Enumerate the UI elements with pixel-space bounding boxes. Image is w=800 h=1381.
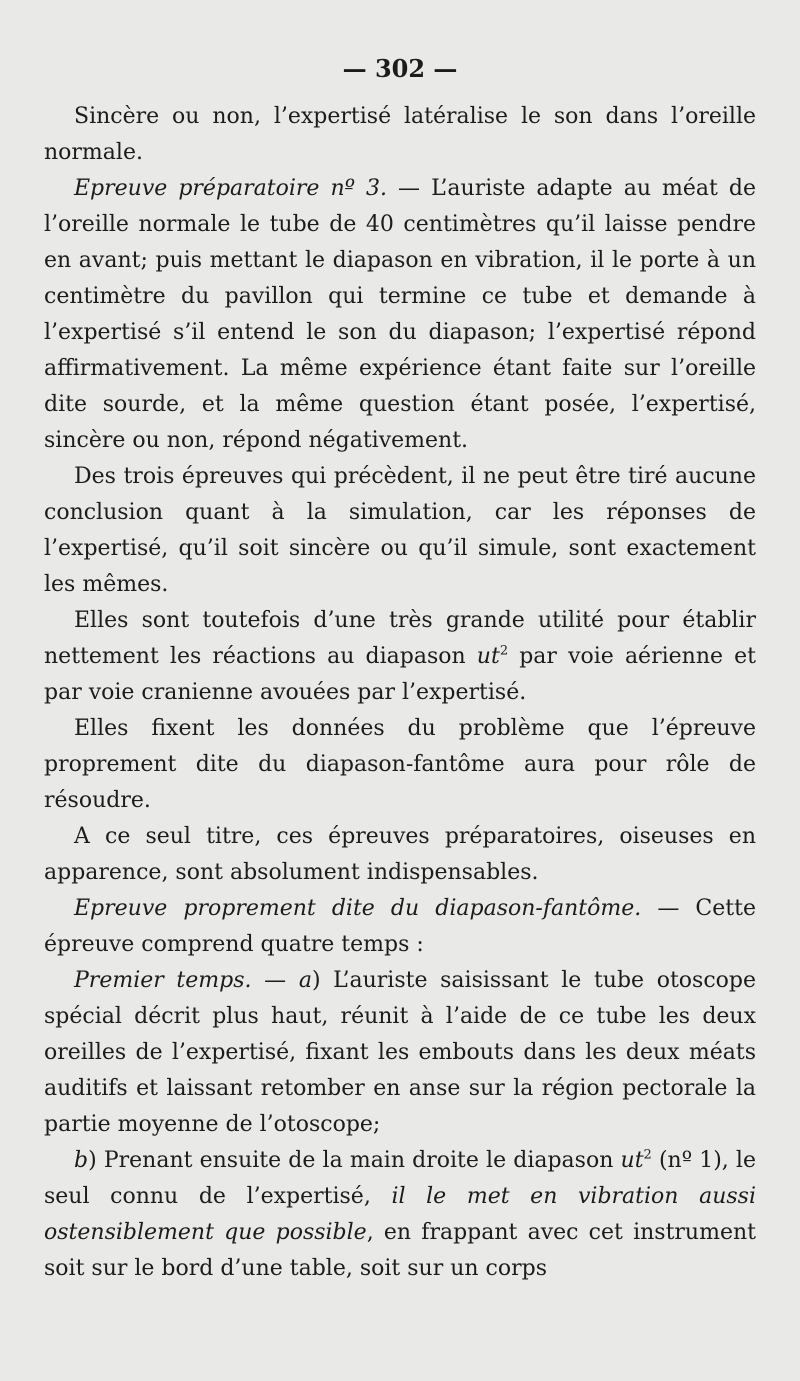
paragraph-8-title: Premier temps.: [74, 968, 252, 993]
paragraph-9-text1: ) Prenant ensuite de la main droite le diapason: [88, 1148, 621, 1173]
paragraph-9-letter: b: [74, 1148, 89, 1173]
paragraph-8-dash: —: [251, 968, 299, 993]
paragraph-8-letter: a: [298, 968, 312, 993]
body-text: [44, 99, 756, 1287]
paragraph-9-ut: ut: [620, 1148, 644, 1173]
paragraph-9-sup: 2: [643, 1147, 652, 1163]
paragraph-1: Sincère ou non, l’expertisé latéralise le son dans l’oreille normale.: [44, 104, 756, 165]
paragraph-4-ut: ut: [476, 644, 500, 669]
paragraph-5: Elles fixent les données du problème que l’épreuve proprement dite du diapason-fantôme aura pour rôle de résoudre.: [44, 716, 756, 813]
paragraph-9-text3: , en frappant avec cet instrument soit sur le bord d’une table, soit sur un corps: [44, 1220, 756, 1281]
paragraph-2: [44, 171, 756, 459]
paragraph-9-text2: (nº 1), le seul connu de l’expertisé,: [44, 1148, 756, 1209]
paragraph-9: [44, 1143, 756, 1287]
paragraph-3: Des trois épreuves qui précèdent, il ne peut être tiré aucune conclusion quant à la simulation, car les réponses de l’expertisé, qu’il soit sincère ou qu’il simule, sont exactement les mêmes.: [44, 464, 756, 597]
paragraph-2-title: Epreuve préparatoire nº 3.: [74, 176, 388, 201]
paragraph-7-title: Epreuve proprement dite du diapason-fantôme.: [74, 896, 642, 921]
paragraph-4-sup: 2: [499, 643, 509, 659]
paragraph-6: A ce seul titre, ces épreuves préparatoires, oiseuses en apparence, sont absolument indispensables.: [44, 824, 756, 885]
paragraph-8-text: ) L’auriste saisissant le tube otoscope spécial décrit plus haut, réunit à l’aide de ce tube les deux oreilles de l’expertisé, fixant les embouts dans les deux méats auditifs et laissant retomber en anse sur la région pectorale la partie moyenne de l’otoscope;: [44, 968, 756, 1137]
paragraph-4-before: Elles sont toutefois d’une très grande utilité pour établir nettement les réactions au diapason: [44, 608, 756, 669]
paragraph-8: [44, 963, 756, 1143]
page-number: — 302 —: [342, 54, 458, 83]
paragraph-7-text: — Cette épreuve comprend quatre temps :: [44, 896, 756, 957]
paragraph-2-text: — L’auriste adapte au méat de l’oreille normale le tube de 40 centimètres qu’il laisse pendre en avant; puis mettant le diapason en vibration, il le porte à un centimètre du pavillon qui termine ce tube et demande à l’expertisé s’il entend le son du diapason; l’expertisé répond affirmativement. La même expérience étant faite sur l’oreille dite sourde, et la même question étant posée, l’expertisé, sincère ou non, répond négativement.: [44, 176, 757, 453]
paragraph-7: [44, 891, 756, 963]
paragraph-4: [44, 603, 756, 711]
paragraph-4-after: par voie aérienne et par voie cranienne avouées par l’expertisé.: [44, 644, 757, 705]
paragraph-9-emphasis: il le met en vibration aussi ostensiblement que possible: [44, 1184, 756, 1245]
